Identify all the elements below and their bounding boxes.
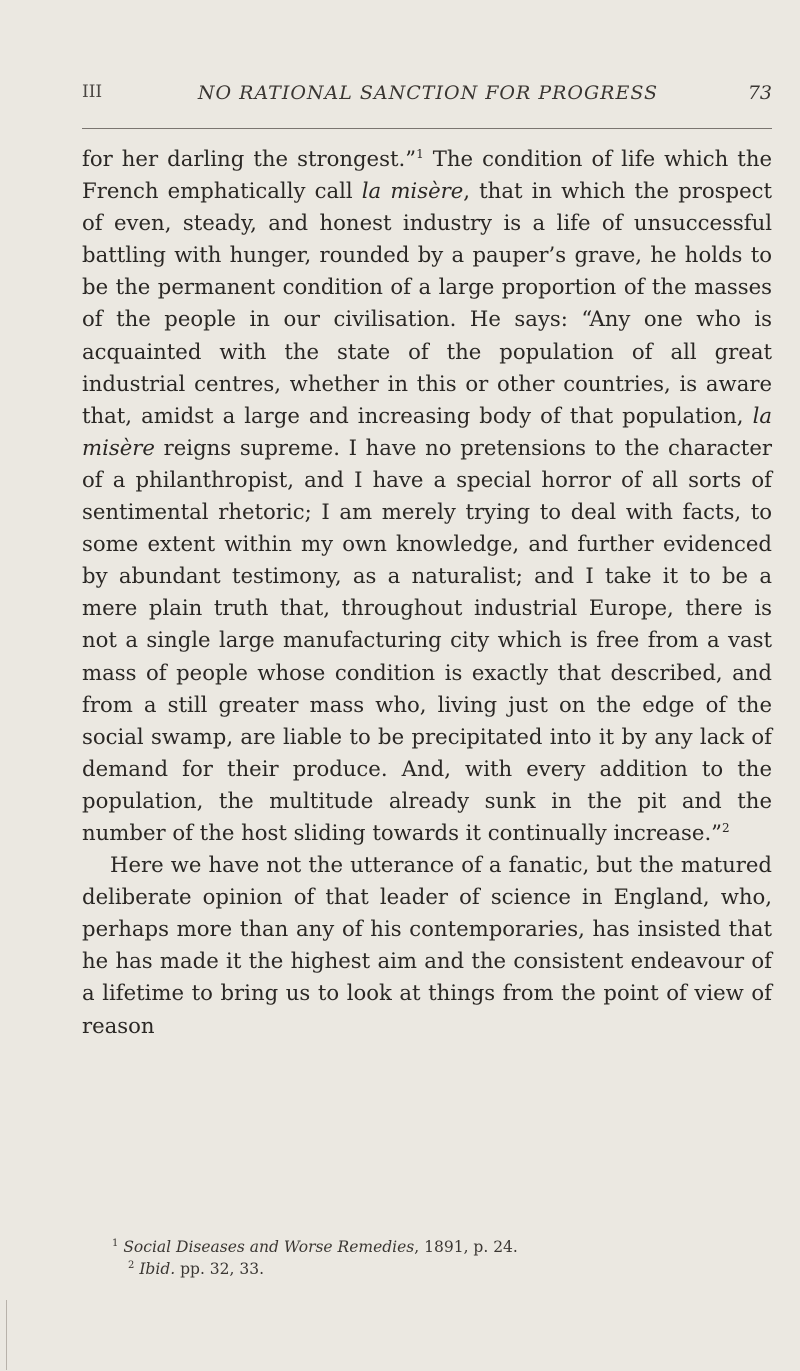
footnote-1-citation: , 1891, p. 24. [414,1238,518,1256]
main-text [82,143,772,1042]
footnote-2-citation: pp. 32, 33. [175,1260,265,1278]
footnote-ref-2: 2 [722,820,730,835]
p1-text-b: The condition of life which the French emphatically call [82,146,773,204]
running-title: NO RATIONAL SANCTION FOR PROGRESS [197,82,659,104]
footnote-1-title: Social Diseases and Worse Remedies [123,1238,415,1256]
footnote-ref-1: 1 [416,147,424,161]
footnote-1-number: 1 [112,1238,119,1249]
paragraph-2: Here we have not the utterance of a fanatic, but the matured deliberate opinion of that leader of science in England, who, perhaps more than any of his contemporaries, has insisted that he has made it the highest aim and the consistent endeavour of a lifetime to bring us to look at things from the point of view of reason [82,852,772,1038]
page-header [82,82,772,106]
footnote-2-title: Ibid. [139,1260,176,1278]
chapter-number: III [82,82,103,102]
p1-text-c: , that in which the prospect of even, steady, and honest industry is a life of unsuccessful battling with hunger, rounded by a pauper’s grave, he holds to be the permanent condition of a large proportion of the masses of the people in our civilisation. He says: “Any one who is acquainted with the state of the population of all great industrial centres, whether in this or other countries, is aware that, amidst a large and increasing body of that population, [82,178,773,428]
footnote-2 [82,1258,772,1280]
footnote-1 [82,1236,772,1258]
paragraph-1 [82,143,772,849]
p1-emphasis-2: la misère [82,402,772,460]
scan-margin-line [6,1300,7,1370]
footnote-2-number: 2 [128,1260,135,1271]
p1-text-a: for her darling the strongest.” [82,146,417,171]
page-number: 73 [747,82,772,104]
p1-text-d: reigns supreme. I have no pretensions to the character of a philanthropist, and I have a special horror of all sorts of sentimental rhetoric; I am merely trying to deal with facts, to some extent within my own knowledge, and further evidenced by abundant testimony, as a naturalist; and I take it to be a mere plain truth that, throughout industrial Europe, there is not a single large manufacturing city which is free from a vast mass of people whose condition is exactly that described, and from a still greater mass who, living just on the edge of the social swamp, are liable to be precipitated into it by any lack of demand for their produce. And, with every addition to the population, the multitude already sunk in the pit and the number of the host sliding towards it continually increase.” [82,434,772,845]
footnotes [82,1236,772,1280]
header-rule [82,128,772,129]
p1-emphasis-1: la misère [361,178,464,204]
